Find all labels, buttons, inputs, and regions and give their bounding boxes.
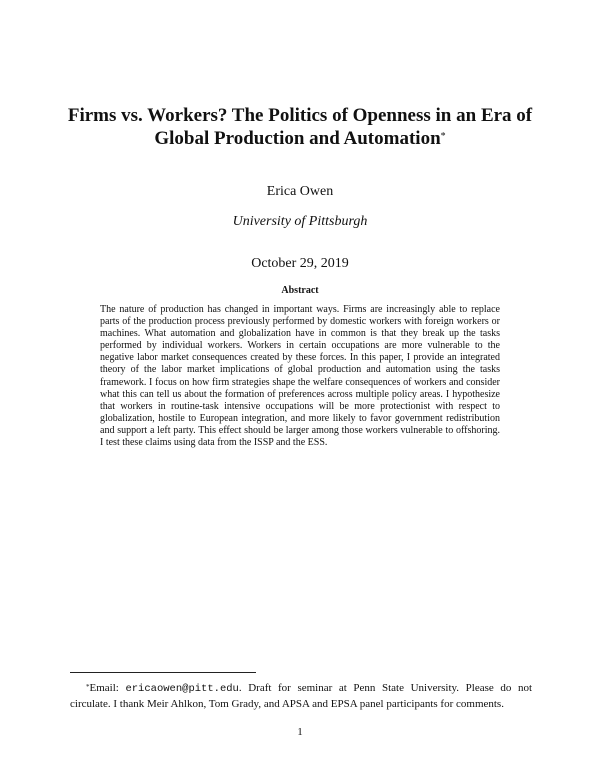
author-name: Erica Owen [266, 184, 334, 199]
paper-date: October 29, 2019 [251, 256, 349, 271]
abstract-body: The nature of production has changed in important ways. Firms are increasingly able to replace parts of the production process previously performed by domestic workers with foreign workers or machines. What automation and globalization have in common is that they break up the tasks performed by individual workers. Workers in certain occupations are more vulnerable to the negative labor market consequences created by these forces. In this paper, I provide an integrated theory of the labor market implications of global production and automation using the tasks framework. I focus on how firm strategies shape the welfare consequences of workers and consider what this can tell us about the formation of preferences across multiple policy areas. I hypothesize that workers in routine-task intensive occupations will be more protectionist with respect to globalization, hostile to European integration, and more likely to favor government redistribution and support a left party. This effect should be larger among those workers vulnerable to offshoring. I test these claims using data from the ISSP and the ESS. [100, 304, 500, 449]
footnote-divider [70, 672, 256, 673]
footnote-text: . Draft for seminar at Penn State University. Please do not circulate. I thank Meir Ahlkon, Tom Grady, and APSA and EPSA panel participants for comments. [70, 682, 533, 710]
paper-title-text: Firms vs. Workers? The Politics of Openness in an Era of Global Production and Automation [67, 105, 533, 149]
title-footnote-marker: * [440, 131, 446, 142]
abstract-heading: Abstract [281, 285, 319, 296]
page-number: 1 [297, 726, 303, 738]
footnote-email-link[interactable]: ericaowen@pitt.edu [125, 683, 239, 695]
footnote [70, 681, 532, 712]
footnote-marker: * [86, 683, 90, 691]
author-affiliation: University of Pittsburgh [232, 214, 368, 229]
footnote-email-label: Email: [89, 682, 119, 694]
paper-title [60, 104, 540, 150]
